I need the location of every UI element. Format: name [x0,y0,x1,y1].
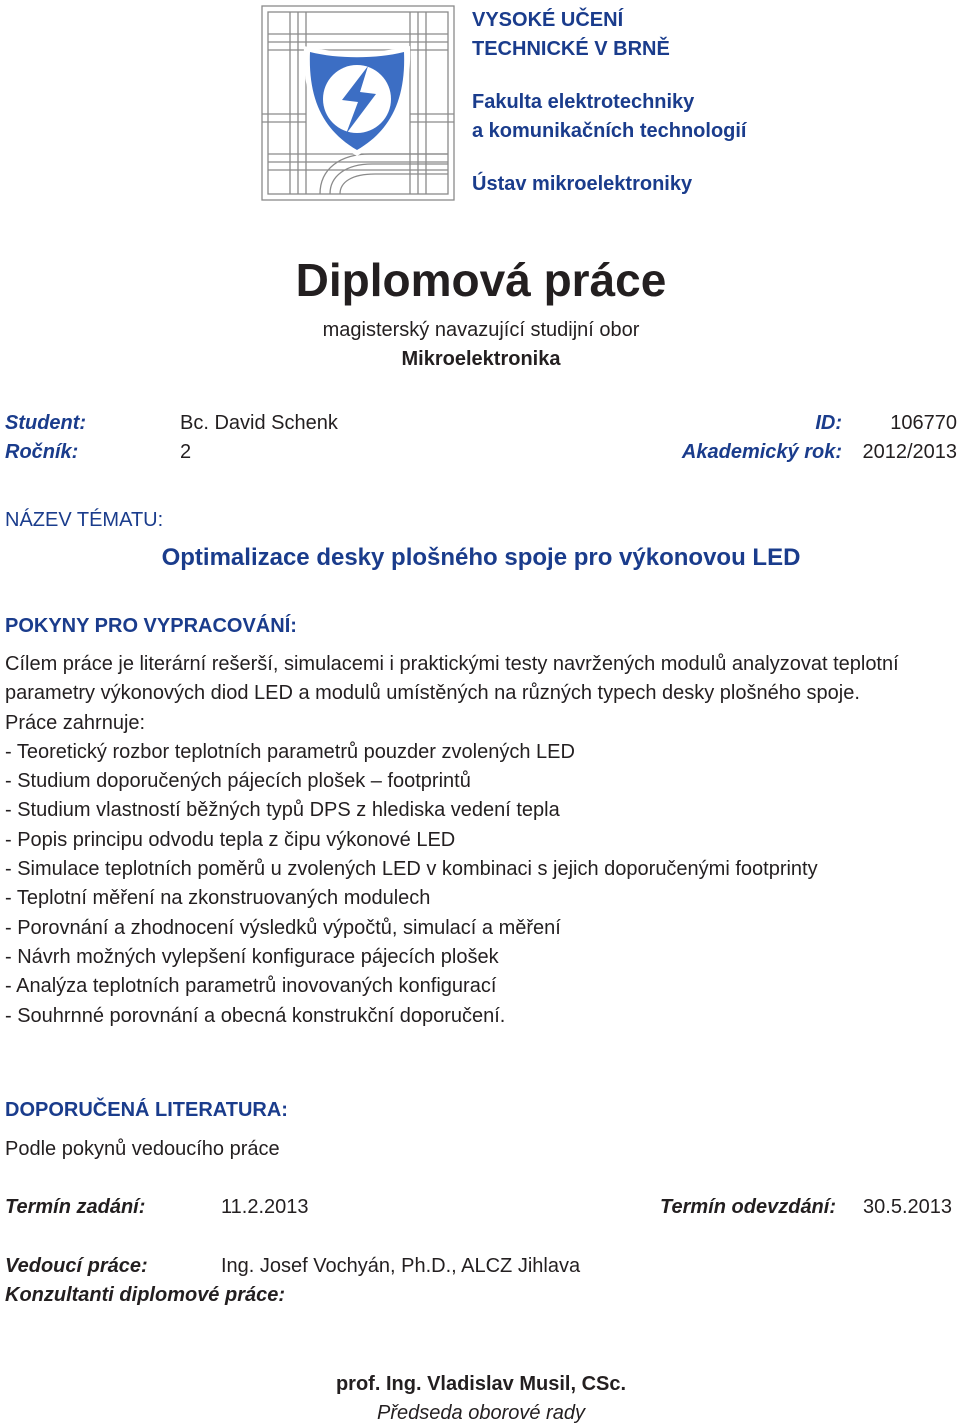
student-id: 106770 [890,412,957,434]
list-item: - Studium doporučených pájecích plošek – footprintů [5,770,471,793]
list-item: - Porovnání a zhodnocení výsledků výpočtů, simulací a měření [5,916,561,939]
faculty-name-line1: Fakulta elektrotechniky [472,91,695,113]
signatory-role: Předseda oborové rady [377,1402,585,1424]
institute-name: Ústav mikroelektroniky [472,173,693,195]
document-title: Diplomová práce [295,254,667,306]
university-name-line1: VYSOKÉ UČENÍ [472,9,624,31]
study-field: Mikroelektronika [401,348,561,370]
faculty-name-line2: a komunikačních technologií [472,120,747,142]
due-date: 30.5.2013 [863,1196,952,1218]
instructions-intro: Cílem práce je literární rešerší, simulacemi i praktickými testy navržených modulů analyzovat teplotní parametry výkonových diod LED a modulů umístěných na různých typech desky plošného spoje. [5,653,899,705]
topic-title: Optimalizace desky plošného spoje pro výkonovou LED [161,544,801,571]
due-date-label: Termín odevzdání: [660,1196,836,1218]
consultants-label: Konzultanti diplomové práce: [5,1284,286,1306]
literature-heading: DOPORUČENÁ LITERATURA: [5,1099,288,1121]
list-item: - Teplotní měření na zkonstruovaných modulech [5,887,431,910]
academic-year-label: Akademický rok: [681,441,842,463]
study-year: 2 [180,441,192,463]
assigned-date: 11.2.2013 [221,1196,309,1218]
vut-shield-lightning-icon [260,4,456,202]
student-label: Student: [5,412,87,434]
university-name-line2: TECHNICKÉ V BRNĚ [472,38,670,60]
student-name: Bc. David Schenk [180,412,338,434]
year-label: Ročník: [5,441,79,463]
instructions-includes: Práce zahrnuje: [5,711,146,734]
instructions-list [5,738,945,1031]
list-item: - Teoretický rozbor teplotních parametrů pouzder zvolených LED [5,740,575,763]
list-item: - Analýza teplotních parametrů inovovaných konfigurací [5,975,497,998]
topic-heading: NÁZEV TÉMATU: [5,509,164,531]
list-item: - Studium vlastností běžných typů DPS z hlediska vedení tepla [5,799,560,822]
list-item: - Popis principu odvodu tepla z čipu výkonové LED [5,828,456,851]
supervisor-label: Vedoucí práce: [5,1255,148,1277]
signatory-name: prof. Ing. Vladislav Musil, CSc. [335,1373,627,1395]
assigned-date-label: Termín zadání: [5,1196,146,1218]
instructions-body [5,650,945,1031]
list-item: - Návrh možných vylepšení konfigurace pájecích plošek [5,945,499,968]
list-item: - Souhrnné porovnání a obecná konstrukční doporučení. [5,1004,506,1027]
academic-year: 2012/2013 [862,441,957,463]
id-label: ID: [815,412,842,434]
study-program: magisterský navazující studijní obor [322,319,640,341]
supervisor-name: Ing. Josef Vochyán, Ph.D., ALCZ Jihlava [221,1255,581,1277]
literature-text: Podle pokynů vedoucího práce [5,1138,280,1160]
university-logo [260,4,456,202]
instructions-heading: POKYNY PRO VYPRACOVÁNÍ: [5,615,297,637]
list-item: - Simulace teplotních poměrů u zvolených LED v kombinaci s jejich doporučenými footprinty [5,858,818,881]
